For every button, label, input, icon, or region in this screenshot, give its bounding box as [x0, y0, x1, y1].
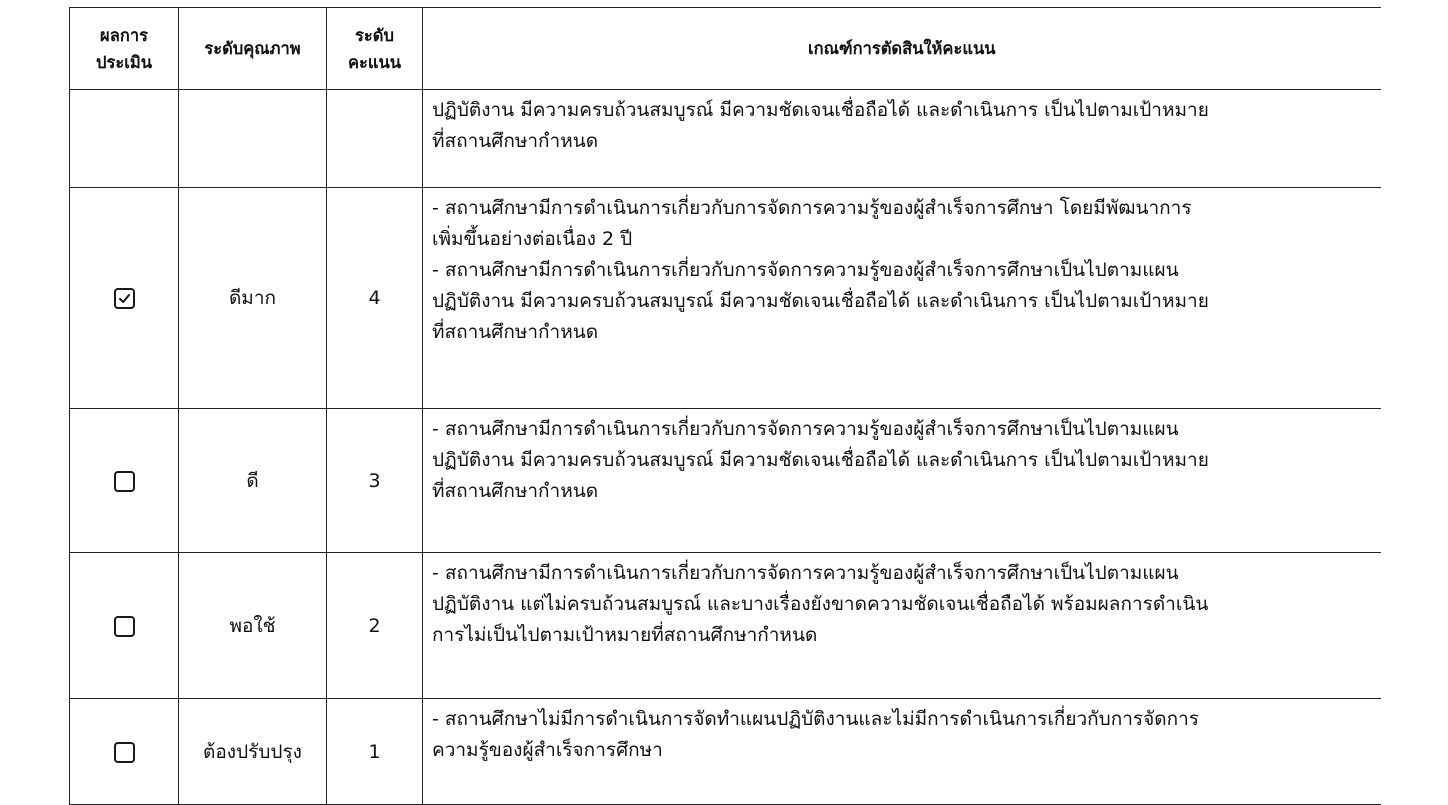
quality-cell: ดี	[179, 409, 327, 553]
criteria-cell: - สถานศึกษาไม่มีการดำเนินการจัดทำแผนปฏิบัติงานและไม่มีการดำเนินการเกี่ยวกับการจัดการ ความรู้ของผู้สำเร็จการศึกษา	[423, 699, 1381, 805]
table-row-good	[70, 409, 1381, 553]
result-cell	[70, 553, 179, 699]
unchecked-checkbox[interactable]	[114, 742, 135, 763]
quality-cell	[179, 90, 327, 188]
score-cell: 2	[327, 553, 423, 699]
table-row-very-good	[70, 188, 1381, 409]
criteria-cell: - สถานศึกษามีการดำเนินการเกี่ยวกับการจัดการความรู้ของผู้สำเร็จการศึกษาเป็นไปตามแผน ปฏิบัติงาน แต่ไม่ครบถ้วนสมบูรณ์ และบางเรื่องยังขาดความชัดเจนเชื่อถือได้ พร้อมผลการดำเนิน การไม่เป็นไปตามเป้าหมายที่สถานศึกษากำหนด	[423, 553, 1381, 699]
table-header-row	[70, 8, 1381, 90]
score-cell: 3	[327, 409, 423, 553]
score-cell: 1	[327, 699, 423, 805]
table-row-continuation	[70, 90, 1381, 188]
header-criteria: เกณฑ์การตัดสินให้คะแนน	[423, 8, 1381, 90]
quality-cell: ดีมาก	[179, 188, 327, 409]
table-row-needs-improvement	[70, 699, 1381, 805]
criteria-cell: - สถานศึกษามีการดำเนินการเกี่ยวกับการจัดการความรู้ของผู้สำเร็จการศึกษาเป็นไปตามแผน ปฏิบัติงาน มีความครบถ้วนสมบูรณ์ มีความชัดเจนเชื่อถือได้ และดำเนินการ เป็นไปตามเป้าหมาย ที่สถานศึกษากำหนด	[423, 409, 1381, 553]
score-cell: 4	[327, 188, 423, 409]
unchecked-checkbox[interactable]	[114, 616, 135, 637]
unchecked-checkbox[interactable]	[114, 471, 135, 492]
score-cell	[327, 90, 423, 188]
header-result: ผลการ ประเมิน	[70, 8, 179, 90]
quality-cell: พอใช้	[179, 553, 327, 699]
result-cell	[70, 90, 179, 188]
table-row-fair	[70, 553, 1381, 699]
quality-cell: ต้องปรับปรุง	[179, 699, 327, 805]
result-cell	[70, 188, 179, 409]
checked-checkbox[interactable]	[114, 288, 135, 309]
assessment-rubric-table	[69, 7, 1381, 805]
checkmark-icon	[118, 292, 131, 305]
criteria-cell: - สถานศึกษามีการดำเนินการเกี่ยวกับการจัดการความรู้ของผู้สำเร็จการศึกษา โดยมีพัฒนาการ เพิ่มขึ้นอย่างต่อเนื่อง 2 ปี - สถานศึกษามีการดำเนินการเกี่ยวกับการจัดการความรู้ของผู้สำเร็จการศึกษาเป็นไปตามแผน ปฏิบัติงาน มีความครบถ้วนสมบูรณ์ มีความชัดเจนเชื่อถือได้ และดำเนินการ เป็นไปตามเป้าหมาย ที่สถานศึกษากำหนด	[423, 188, 1381, 409]
criteria-cell: ปฏิบัติงาน มีความครบถ้วนสมบูรณ์ มีความชัดเจนเชื่อถือได้ และดำเนินการ เป็นไปตามเป้าหมาย ที่สถานศึกษากำหนด	[423, 90, 1381, 188]
result-cell	[70, 409, 179, 553]
header-quality-level: ระดับคุณภาพ	[179, 8, 327, 90]
result-cell	[70, 699, 179, 805]
header-score-level: ระดับ คะแนน	[327, 8, 423, 90]
